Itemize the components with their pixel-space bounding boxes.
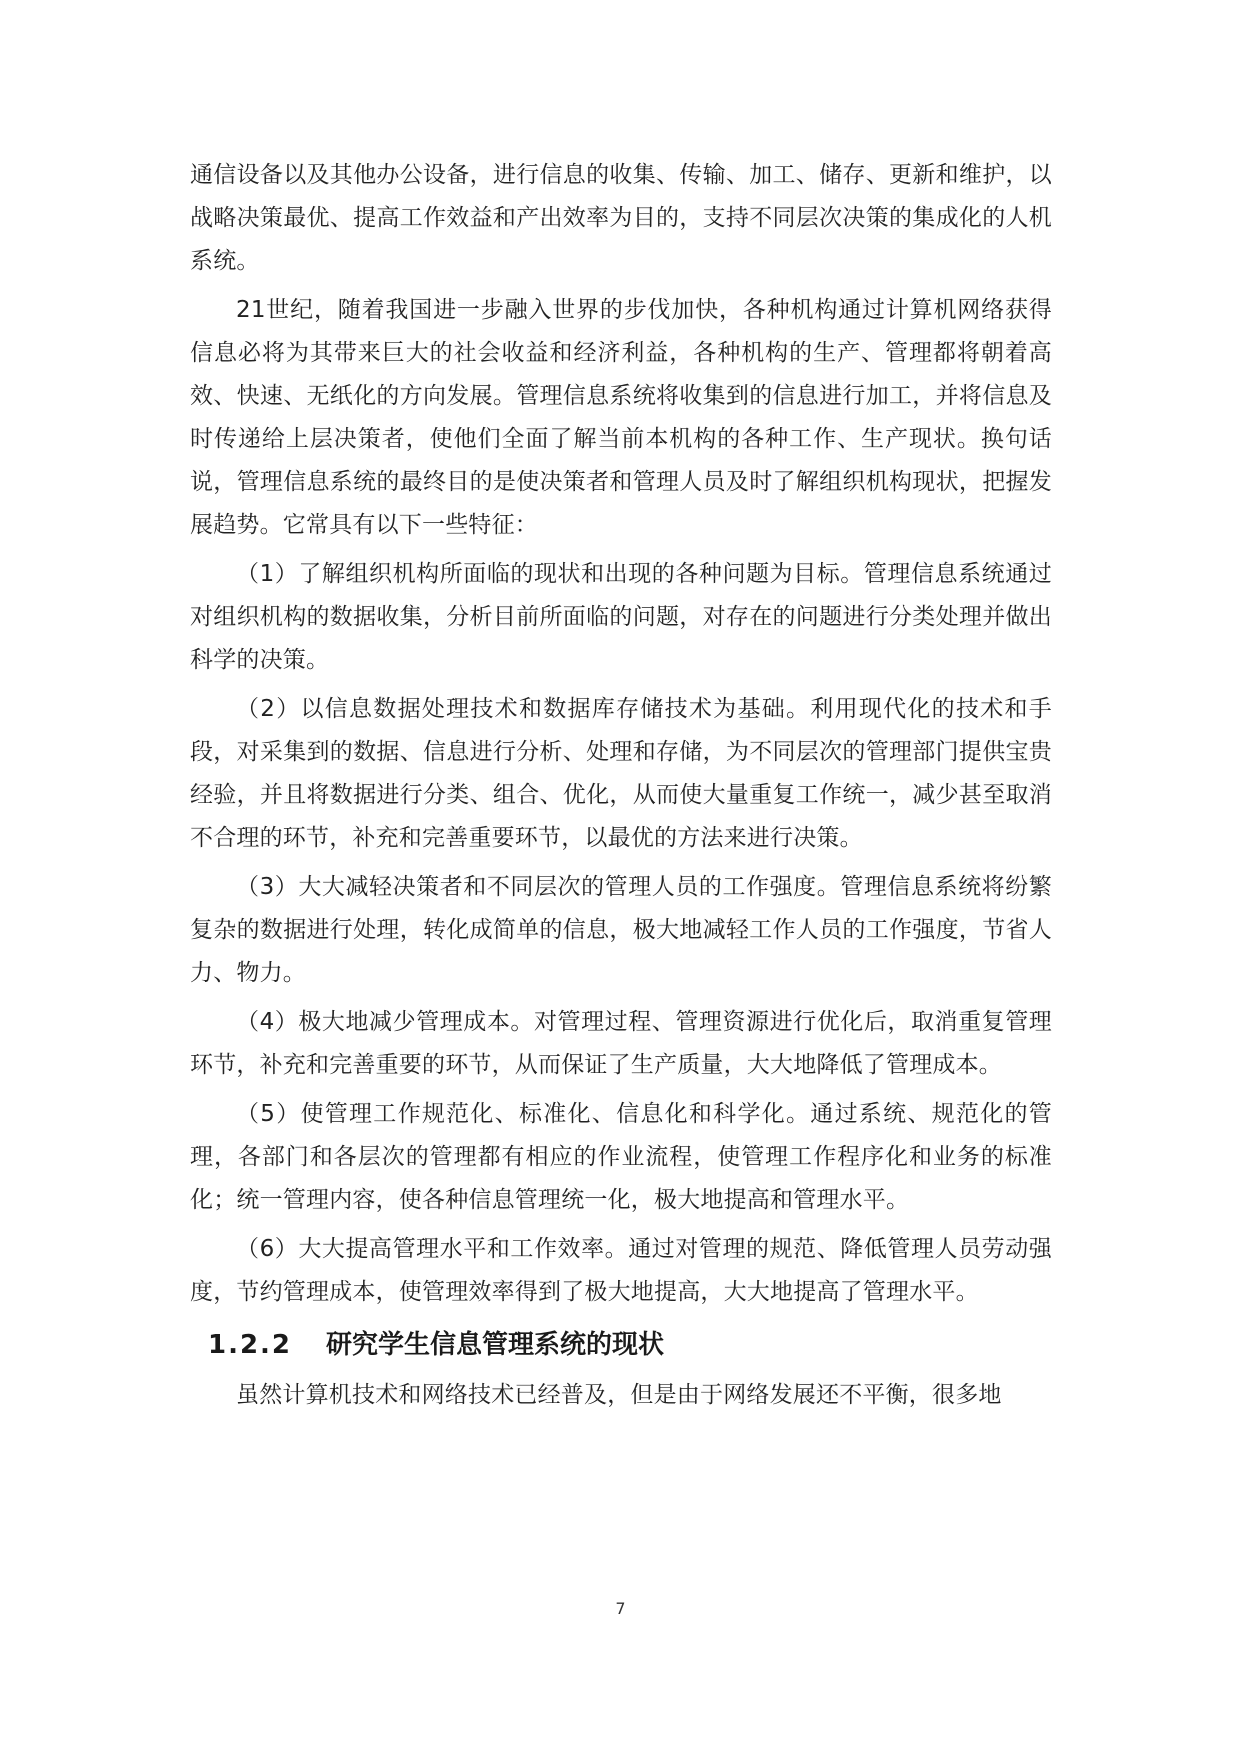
- feature-item-4: （4）极大地减少管理成本。对管理过程、管理资源进行优化后，取消重复管理环节，补充和完善重要的环节，从而保证了生产质量，大大地降低了管理成本。: [190, 1009, 1052, 1078]
- feature-item-5: （5）使管理工作规范化、标准化、信息化和科学化。通过系统、规范化的管理，各部门和各层次的管理都有相应的作业流程，使管理工作程序化和业务的标准化；统一管理内容，使各种信息管理统一化，极大地提高和管理水平。: [190, 1101, 1052, 1213]
- section-title: 研究学生信息管理系统的现状: [326, 1330, 665, 1360]
- paragraph-status: 虽然计算机技术和网络技术已经普及，但是由于网络发展还不平衡，很多地: [236, 1382, 1002, 1408]
- feature-item-3: （3）大大减轻决策者和不同层次的管理人员的工作强度。管理信息系统将纷繁复杂的数据进行处理，转化成简单的信息，极大地减轻工作人员的工作强度，节省人力、物力。: [190, 874, 1052, 986]
- feature-item-2: （2）以信息数据处理技术和数据库存储技术为基础。利用现代化的技术和手段，对采集到的数据、信息进行分析、处理和存储，为不同层次的管理部门提供宝贵经验，并且将数据进行分类、组合、优化，从而使大量重复工作统一，减少甚至取消不合理的环节，补充和完善重要环节，以最优的方法来进行决策。: [190, 696, 1052, 851]
- page-number: 7: [615, 1599, 626, 1618]
- feature-item-1: （1）了解组织机构所面临的现状和出现的各种问题为目标。管理信息系统通过对组织机构的数据收集，分析目前所面临的问题，对存在的问题进行分类处理并做出科学的决策。: [190, 561, 1052, 673]
- section-number: 1.2.2: [208, 1330, 293, 1360]
- paragraph-intro: 21世纪，随着我国进一步融入世界的步伐加快，各种机构通过计算机网络获得信息必将为其带来巨大的社会收益和经济利益，各种机构的生产、管理都将朝着高效、快速、无纸化的方向发展。管理信息系统将收集到的信息进行加工，并将信息及时传递给上层决策者，使他们全面了解当前本机构的各种工作、生产现状。换句话说，管理信息系统的最终目的是使决策者和管理人员及时了解组织机构现状，把握发展趋势。它常具有以下一些特征：: [190, 297, 1052, 538]
- section-heading: [190, 1320, 1052, 1370]
- body-text: [190, 154, 1052, 1423]
- paragraph-continuation: 通信设备以及其他办公设备，进行信息的收集、传输、加工、储存、更新和维护，以战略决策最优、提高工作效益和产出效率为目的，支持不同层次决策的集成化的人机系统。: [190, 162, 1052, 274]
- feature-item-6: （6）大大提高管理水平和工作效率。通过对管理的规范、降低管理人员劳动强度，节约管理成本，使管理效率得到了极大地提高，大大地提高了管理水平。: [190, 1236, 1052, 1305]
